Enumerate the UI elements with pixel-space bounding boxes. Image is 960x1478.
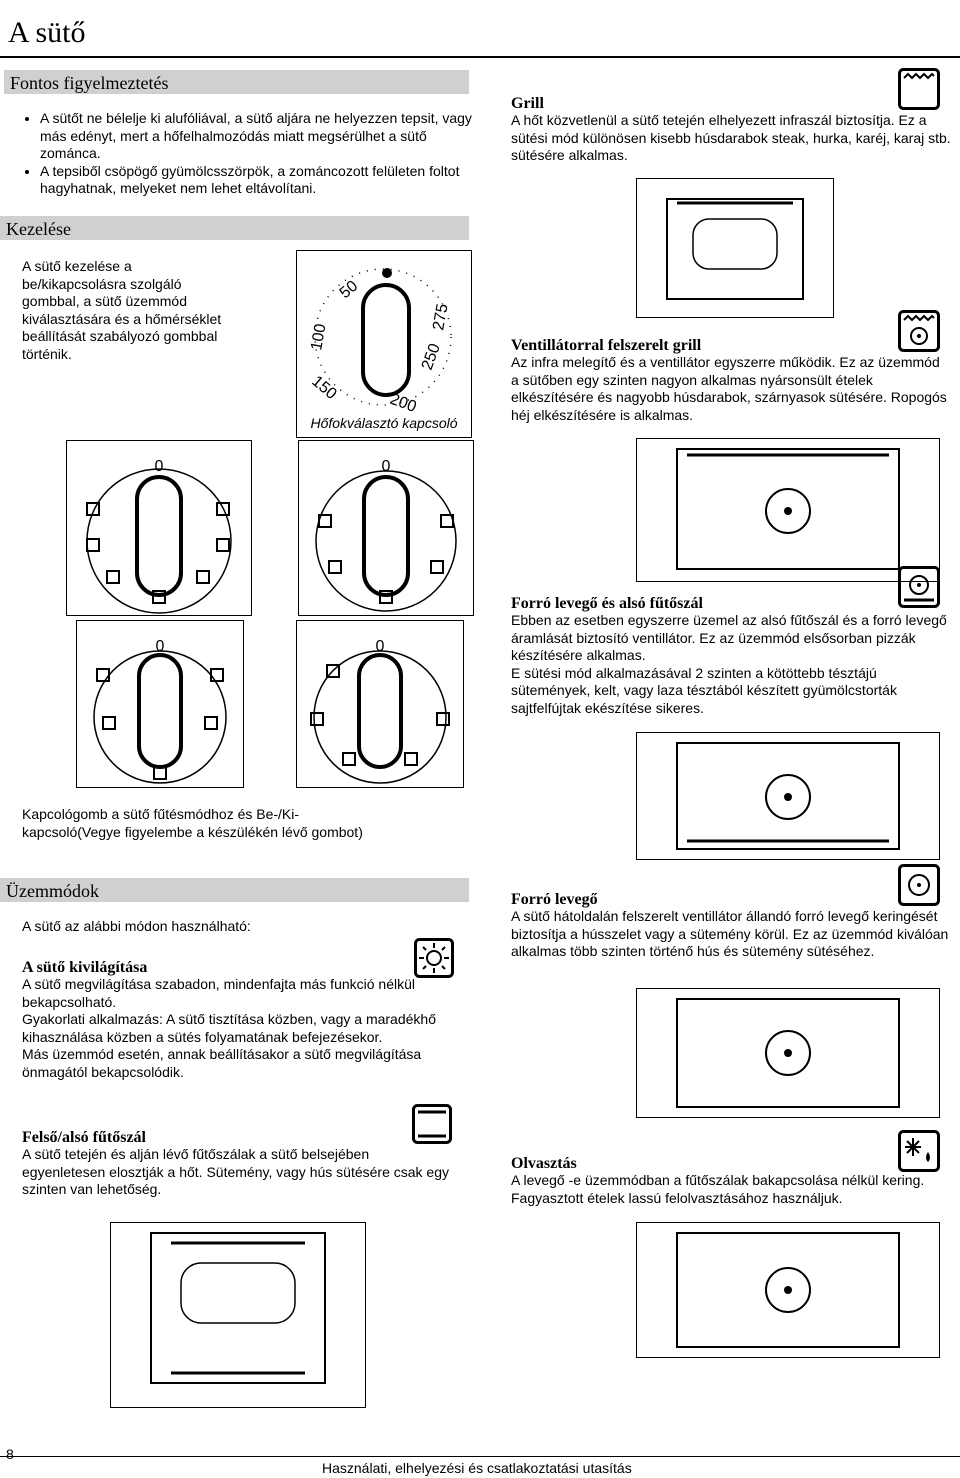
modes-heading: Üzemmódok [0, 878, 469, 902]
mode-knob-1 [66, 440, 252, 616]
oven-diagram-hot-air [636, 988, 940, 1118]
svg-text:275: 275 [430, 302, 452, 332]
hot-air-title: Forró levegő [511, 891, 598, 908]
hot-air-bottom-text: Ebben az esetben egyszerre üzemel az alsó fűtőszál és a forró levegő áramlását biztosító ventillátor. Ez az üzemmód elsősorban pizzák készítésére alkalmas. E sütési mód alkalmazásával 2 szinten a kötöttebb tésztájú sütemények, kelt, vagy laza tésztából készített gyümölcstorták sajtfelfújtak ekészítése sikeres. [511, 612, 947, 716]
defrost-title: Olvasztás [511, 1155, 577, 1172]
svg-text:0: 0 [381, 458, 391, 475]
hot-air-bottom-title: Forró levegő és alsó fűtőszál [511, 595, 703, 612]
fan-grill-icon [898, 310, 940, 357]
thermostat-knob-figure [296, 250, 472, 438]
mode-knob-2 [298, 440, 474, 616]
thermostat-knob-drawing [297, 251, 471, 437]
oven-diagram-hot-air-bottom [636, 732, 940, 860]
footer-text: Használati, elhelyezési és csatlakoztatási utasítás [322, 1460, 632, 1476]
mode-knob-3 [76, 620, 244, 788]
modes-intro: A sütő az alábbi módon használható: [22, 918, 251, 934]
mode-knob-4 [296, 620, 464, 788]
warning-item: • A sütőt ne bélelje ki alufóliával, a sütő aljára ne helyezzen tepsit, vagy más edényt, mert a hőfelhalmozódás miatt megsérülhet a sütő zománca. [40, 110, 480, 163]
grill-icon [898, 68, 940, 115]
svg-text:0: 0 [375, 638, 385, 655]
footer-rule [0, 1456, 960, 1457]
top-bottom-heat-icon [412, 1104, 452, 1149]
knob-zero-label: 0 [154, 458, 164, 475]
top-bottom-title: Felső/alsó fűtőszál [22, 1129, 146, 1146]
operation-heading: Kezelése [0, 216, 469, 240]
svg-text:100: 100 [308, 322, 330, 352]
oven-diagram-top-bottom [110, 1222, 366, 1408]
page-number: 8 [6, 1446, 14, 1462]
thermostat-caption: Hőfokválasztó kapcsoló [310, 415, 458, 431]
knobs-caption: Kapcológomb a sütő fűtésmódhoz és Be-/Ki-kapcsoló(Vegye figyelembe a készülékén lévő gombot) [22, 806, 363, 840]
fan-grill-title: Ventillátorral felszerelt grill [511, 337, 702, 354]
top-bottom-text: A sütő tetején és alján lévő fűtőszálak a sütő belsejében egyenletesen elosztják a hőt. Sütemény, vagy hús sütésére csak egy szinten van lehetőség. [22, 1146, 449, 1197]
title-rule [0, 56, 960, 58]
warning-item: • A tepsiből csöpögő gyümölcsszörpök, a zománcozott felületen foltot hagyhatnak, melyeket nem lehet eltávolítani. [40, 163, 480, 198]
hot-air-text: A sütő hátoldalán felszerelt ventillátor állandó forró levegő keringését biztosítja a hússzelet vagy a sütemény körül. Ez az üzemmód kiválóan alkalmas több szinten történő hús és sütemény sütéséhez. [511, 908, 949, 959]
svg-text:50: 50 [336, 277, 362, 303]
svg-text:200: 200 [387, 390, 419, 416]
light-title: A sütő kivilágítása [22, 959, 148, 976]
grill-title: Grill [511, 95, 544, 112]
defrost-text: A levegő -e üzemmódban a fűtőszálak bakapcsolása nélkül kering. Fagyasztott ételek lassú felolvasztásához használjuk. [511, 1172, 925, 1206]
svg-text:250: 250 [418, 341, 444, 373]
page-title: A sütő [8, 16, 86, 49]
warnings-list [12, 110, 480, 198]
oven-diagram-grill [636, 178, 834, 318]
grill-text: A hőt közvetlenül a sütő tetején elhelyezett infraszál biztosítja. Ez a sütési mód különösen kisebb húsdarabok steak, hurka, karéj, karaj stb. sütésére alkalmas. [511, 112, 951, 163]
svg-text:0: 0 [155, 638, 165, 655]
warnings-heading: Fontos figyelmeztetés [4, 70, 469, 94]
oven-diagram-defrost [636, 1222, 940, 1358]
svg-text:150: 150 [308, 372, 340, 403]
oven-diagram-fan-grill [636, 438, 940, 582]
operation-text: A sütő kezelése a be/kikapcsolásra szolgáló gombbal, a sütő üzemmód kiválasztására és a hőmérséklet beállítását szabályozó gombbal történik. [22, 258, 222, 362]
fan-icon [898, 864, 940, 911]
fan-bottom-heat-icon [898, 566, 940, 613]
light-text: A sütő megvilágítása szabadon, mindenfajta más funkció nélkül bekapcsolható. Gyakorlati alkalmazás: A sütő tisztítása közben, vagy a maradékhő kihasználása közben a sütés folyamatának befejezésekor. Más üzemmód esetén, annak beállításakor a sütő megvilágítása önmagától bekapcsolódik. [22, 976, 436, 1080]
fan-grill-text: Az infra melegítő és a ventillátor egyszerre működik. Ez az üzemmód a sütőben egy szinten nagyon alkalmas nyársonsült ételek elkészítésére és nagyobb húsdarabok, szárnyasok sütésére. Ropogós héj elkészítésére is alkalmas. [511, 354, 947, 423]
defrost-icon [898, 1130, 940, 1177]
